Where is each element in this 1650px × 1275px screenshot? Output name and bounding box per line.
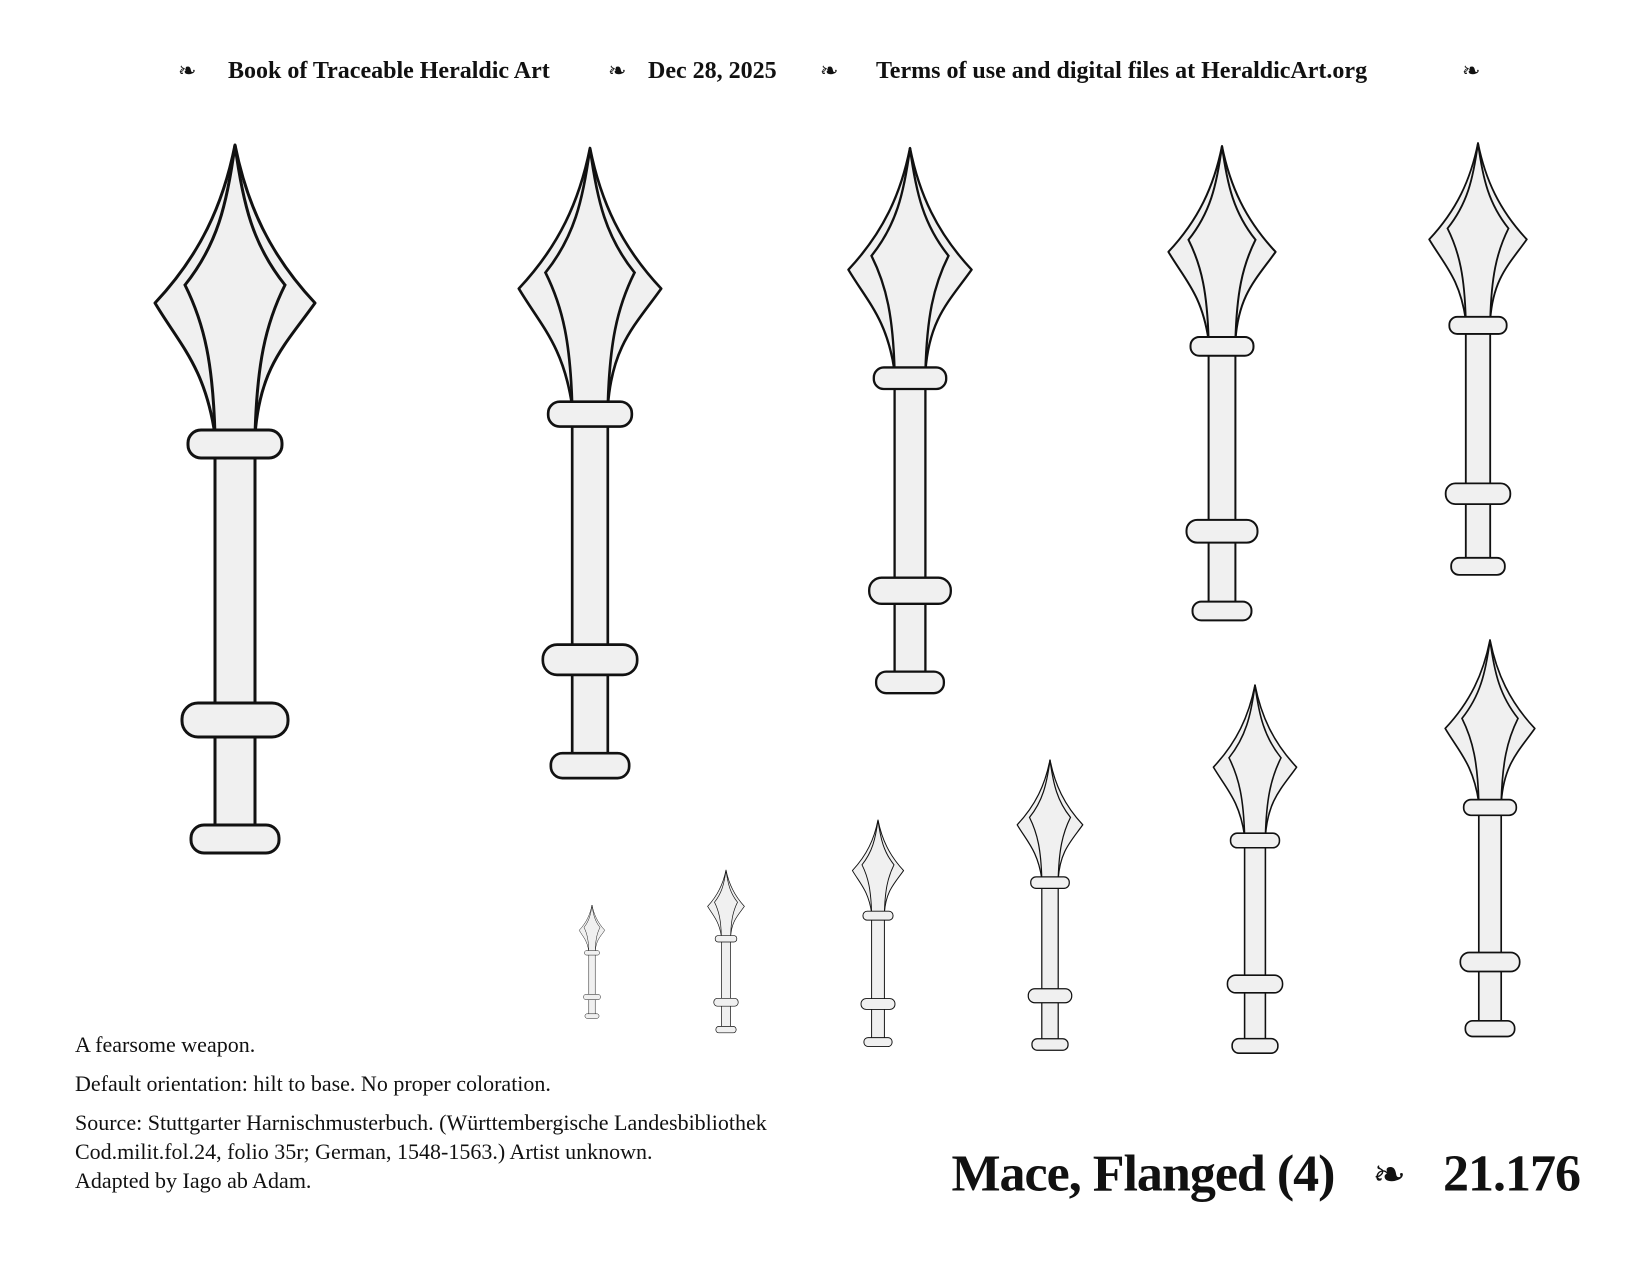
mace-figure <box>1445 640 1535 1036</box>
notes <box>75 1030 935 1205</box>
mace-figure <box>519 148 661 778</box>
mace-figure <box>1429 143 1527 575</box>
mace-figure <box>155 145 315 853</box>
fleuron-icon: ❧ <box>1372 1151 1405 1197</box>
plate-title <box>951 1140 1580 1210</box>
mace-figure <box>579 905 605 1018</box>
mace-figure <box>1017 760 1083 1050</box>
charge-name: Mace, Flanged (4) <box>951 1145 1335 1203</box>
mace-figure <box>848 148 971 693</box>
book-title: Book of Traceable Heraldic Art <box>228 58 550 84</box>
mace-figure <box>1168 146 1275 620</box>
terms-of-use: Terms of use and digital files at HeraldicArt.org <box>876 58 1368 84</box>
fleuron-icon: ❧ <box>178 58 197 83</box>
fleuron-icon: ❧ <box>608 58 627 83</box>
source-text: Source: Stuttgarter Harnischmusterbuch. (Württembergische Landesbibliothek Cod.milit.fol.24, folio 35r; German, 1548-1563.) Artist unknown. Adapted by Iago ab Adam. <box>75 1110 767 1193</box>
publication-date: Dec 28, 2025 <box>648 58 777 84</box>
fleuron-icon: ❧ <box>820 58 839 83</box>
mace-figure <box>1213 685 1296 1053</box>
plate-number: 21.176 <box>1443 1145 1580 1203</box>
mace-figure <box>852 820 903 1047</box>
fleuron-icon: ❧ <box>1462 58 1481 83</box>
orientation-text: Default orientation: hilt to base. No proper coloration. <box>75 1071 551 1096</box>
mace-figure <box>708 870 745 1033</box>
description-text: A fearsome weapon. <box>75 1032 256 1057</box>
